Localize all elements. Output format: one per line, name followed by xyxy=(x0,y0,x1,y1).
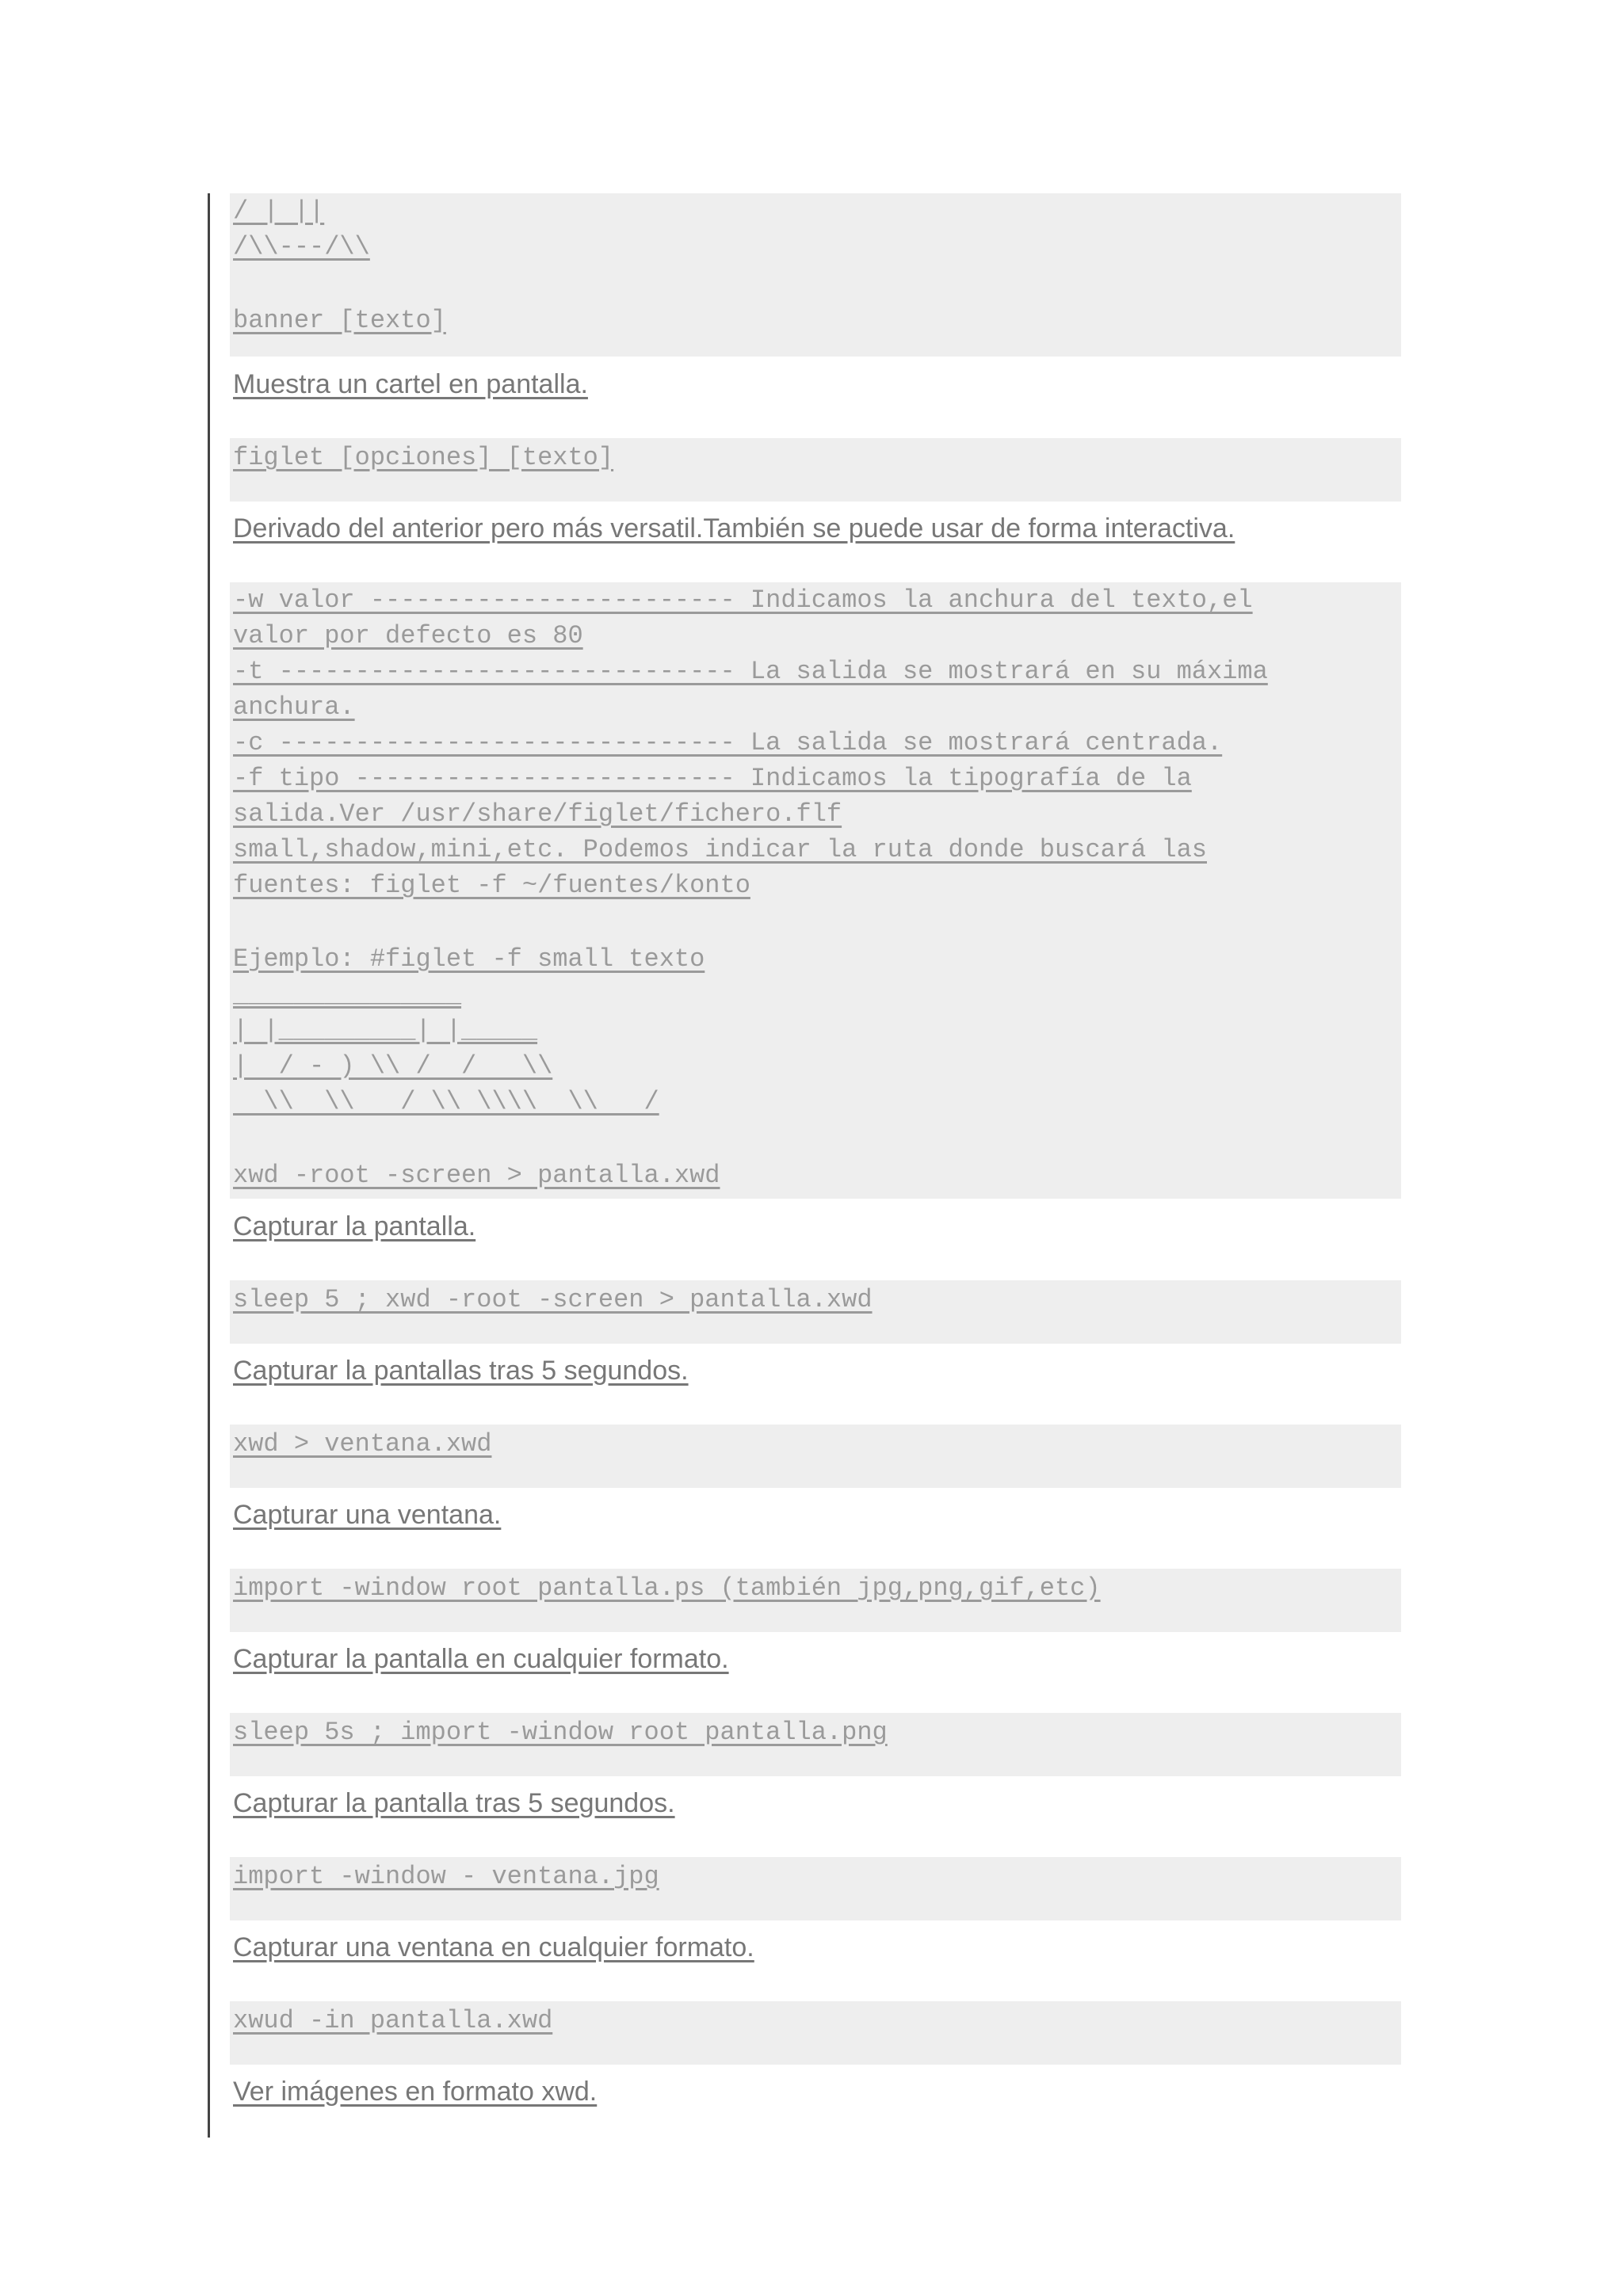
description-text: Capturar una ventana en cualquier formato. xyxy=(233,1932,754,1962)
code-line: \\ \\ / \\ \\\\ \\ / xyxy=(233,1087,659,1116)
code-block xyxy=(230,2001,1401,2065)
description-text: Capturar la pantalla en cualquier formato. xyxy=(233,1644,729,1674)
code-block xyxy=(230,1425,1401,1488)
code-block xyxy=(230,1280,1401,1344)
code-line: | |_________| |_____ xyxy=(233,1016,538,1045)
code-block xyxy=(230,193,1401,357)
code-line: figlet [opciones] [texto] xyxy=(233,443,614,472)
code-blank-line xyxy=(233,265,1398,303)
code-line: xwd -root -screen > pantalla.xwd xyxy=(233,1161,720,1190)
description-text: Derivado del anterior pero más versatil.También se puede usar de forma interactiva. xyxy=(233,513,1235,543)
code-line: salida.Ver /usr/share/figlet/fichero.flf xyxy=(233,799,842,829)
code-line: -t ------------------------------ La salida se mostrará en su máxima xyxy=(233,657,1268,686)
code-line: xwud -in pantalla.xwd xyxy=(233,2006,553,2035)
code-block xyxy=(230,1569,1401,1632)
code-line: -c ------------------------------ La salida se mostrará centrada. xyxy=(233,728,1223,757)
code-blank-line xyxy=(233,1119,1398,1158)
code-line: anchura. xyxy=(233,692,355,722)
left-margin-rule xyxy=(208,193,210,2138)
description-text: Capturar una ventana. xyxy=(233,1500,502,1530)
code-block xyxy=(230,438,1401,502)
code-line: /\\---/\\ xyxy=(233,232,370,261)
code-line: banner [texto] xyxy=(233,306,446,335)
code-line: sleep 5s ; import -window root pantalla.png xyxy=(233,1718,888,1747)
code-line: valor por defecto es 80 xyxy=(233,621,583,650)
code-line: xwd > ventana.xwd xyxy=(233,1429,492,1459)
code-block xyxy=(230,1713,1401,1776)
code-line: -f tipo ------------------------- Indicamos la tipografía de la xyxy=(233,764,1192,793)
code-blank-line xyxy=(233,903,1398,941)
code-line: | / - ) \\ / / \\ xyxy=(233,1051,553,1081)
code-block xyxy=(230,582,1401,1199)
description-text: Ver imágenes en formato xwd. xyxy=(233,2077,598,2107)
code-line: import -window root pantalla.ps (también jpg,png,gif,etc) xyxy=(233,1573,1101,1603)
code-line: small,shadow,mini,etc. Podemos indicar la ruta donde buscará las xyxy=(233,835,1207,864)
code-line: import -window - ventana.jpg xyxy=(233,1862,659,1891)
code-line: sleep 5 ; xwd -root -screen > pantalla.xwd xyxy=(233,1285,873,1314)
description-text: Capturar la pantalla tras 5 segundos. xyxy=(233,1788,675,1818)
description-text: Muestra un cartel en pantalla. xyxy=(233,369,588,399)
code-line: / | || xyxy=(233,196,325,226)
code-line: Ejemplo: #figlet -f small texto xyxy=(233,944,705,974)
description-text: Capturar la pantallas tras 5 segundos. xyxy=(233,1356,689,1386)
code-line: -w valor ------------------------ Indicamos la anchura del texto,el xyxy=(233,585,1253,615)
code-block xyxy=(230,1857,1401,1920)
description-text: Capturar la pantalla. xyxy=(233,1211,476,1241)
code-line: _______________ xyxy=(233,980,462,1009)
code-line: fuentes: figlet -f ~/fuentes/konto xyxy=(233,871,750,900)
